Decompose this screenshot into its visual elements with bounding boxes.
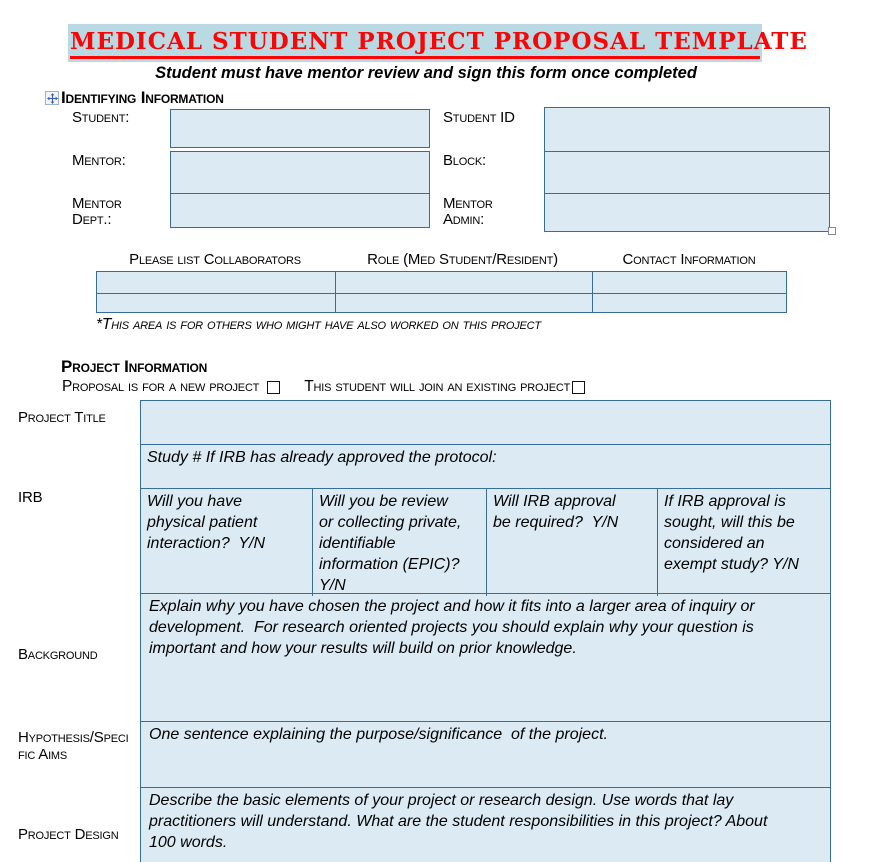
- irb-question-prompt: Will IRB approval be required? Y/N: [493, 493, 621, 531]
- hypothesis-prompt: One sentence explaining the purpose/significance of the project.: [149, 726, 608, 743]
- project-type-row: [62, 378, 585, 396]
- collab-header-collaborators: Please list Collaborators: [129, 251, 301, 268]
- student-label: Student:: [72, 109, 130, 126]
- project-information-heading: Project Information: [61, 357, 208, 376]
- hypothesis-cell[interactable]: [141, 721, 830, 787]
- project-design-cell[interactable]: [141, 787, 830, 862]
- block-label: Block:: [443, 152, 486, 169]
- irb-question-prompt: If IRB approval is sought, will this be considered an exempt study? Y/N: [664, 493, 800, 573]
- background-prompt: Explain why you have chosen the project and how it fits into a larger area of inquiry or development. For research oriented projects you should explain why your question is important and how your results will build on prior knowledge.: [149, 598, 760, 657]
- table-resize-handle[interactable]: [828, 227, 836, 235]
- page-title: MEDICAL STUDENT PROJECT PROPOSAL TEMPLATE: [70, 29, 760, 59]
- collab-header-role: Role (Med Student/Resident): [367, 251, 558, 268]
- student-id-label: Student ID: [443, 109, 515, 126]
- hypothesis-label: Hypothesis/Specific Aims: [18, 729, 129, 763]
- irb-question-cell[interactable]: [657, 489, 830, 596]
- project-design-label: Project Design: [18, 826, 119, 843]
- page-subtitle: Student must have mentor review and sign this form once completed: [155, 64, 697, 82]
- irb-study-prompt: Study # If IRB has already approved the protocol:: [147, 449, 497, 466]
- title-band: [68, 24, 808, 62]
- collaborators-note: *This area is for others who might have also worked on this project: [96, 316, 541, 333]
- collab-cell[interactable]: [335, 293, 592, 312]
- irb-study-cell[interactable]: [141, 444, 830, 488]
- background-label: Background: [18, 646, 98, 663]
- mentor-dept-label: Mentor Dept.:: [72, 195, 122, 228]
- identifying-information-heading: Identifying Information: [61, 88, 224, 107]
- collab-cell[interactable]: [592, 293, 786, 312]
- project-title-input[interactable]: [141, 401, 830, 444]
- mentor-dept-input[interactable]: [171, 193, 429, 227]
- existing-project-label: This student will join an existing project: [304, 378, 571, 395]
- table-move-handle[interactable]: [45, 91, 59, 105]
- collab-cell[interactable]: [97, 272, 335, 293]
- project-table: [140, 400, 831, 862]
- mentor-admin-label: Mentor Admin:: [443, 195, 493, 228]
- irb-label: IRB: [18, 489, 43, 506]
- irb-question-cell[interactable]: [141, 489, 312, 596]
- collab-cell[interactable]: [592, 272, 786, 293]
- irb-questions-row: [141, 488, 830, 593]
- new-project-label: Proposal is for a new project: [62, 378, 260, 395]
- mentor-admin-input[interactable]: [545, 193, 829, 231]
- existing-project-checkbox[interactable]: [572, 381, 585, 394]
- irb-question-prompt: Will you have physical patient interaction? Y/N: [147, 493, 265, 552]
- collaborators-table: [96, 271, 787, 313]
- move-arrows-icon: [47, 93, 58, 104]
- irb-question-prompt: Will you be review or collecting private, identifiable information (EPIC)? Y/N: [319, 493, 466, 594]
- student-input[interactable]: [170, 109, 430, 148]
- mentor-label: Mentor:: [72, 152, 126, 169]
- project-design-prompt: Describe the basic elements of your project or research design. Use words that lay practitioners will understand. What are the student responsibilities in this project? About 100 words.: [149, 792, 772, 851]
- background-cell[interactable]: [141, 593, 830, 721]
- student-id-input[interactable]: [545, 108, 829, 151]
- right-input-group: [544, 107, 830, 232]
- collab-cell[interactable]: [97, 293, 335, 312]
- mentor-input-group: [170, 151, 430, 228]
- irb-question-cell[interactable]: [312, 489, 486, 596]
- collab-cell[interactable]: [335, 272, 592, 293]
- new-project-checkbox[interactable]: [267, 381, 280, 394]
- project-title-label: Project Title: [18, 409, 106, 426]
- collab-header-contact: Contact Information: [622, 251, 756, 268]
- block-input[interactable]: [545, 151, 829, 193]
- mentor-input[interactable]: [171, 152, 429, 193]
- irb-question-cell[interactable]: [486, 489, 657, 596]
